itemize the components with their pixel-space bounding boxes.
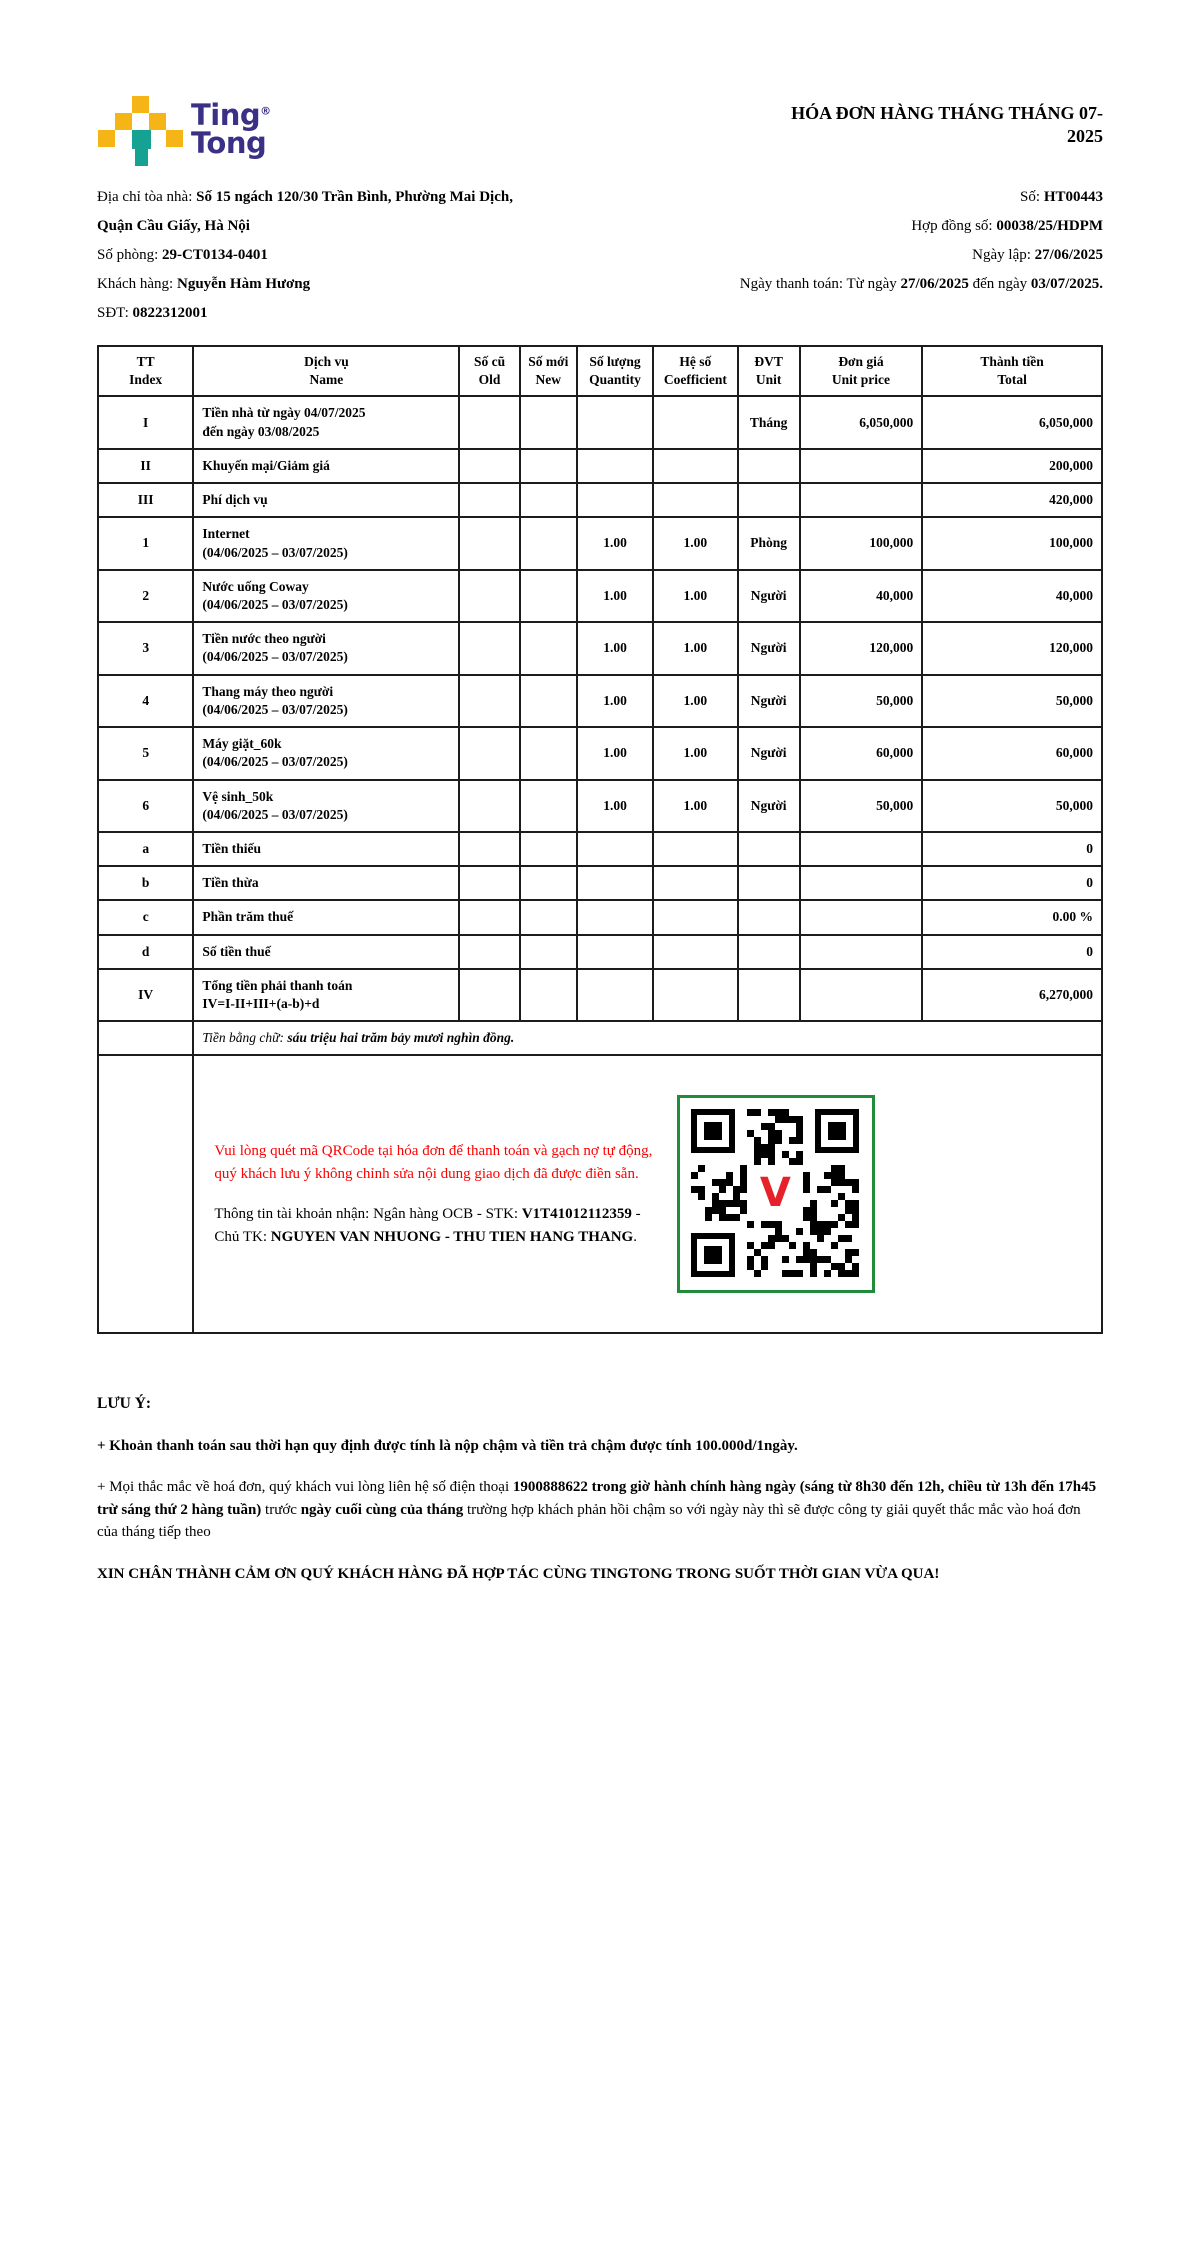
cell-new [520, 935, 577, 969]
cell-total: 60,000 [922, 727, 1102, 779]
cell-new [520, 396, 577, 448]
cell-name: Máy giặt_60k (04/06/2025 – 03/07/2025) [193, 727, 459, 779]
cell-unit: Phòng [738, 517, 800, 569]
cell-new [520, 570, 577, 622]
table-row [98, 396, 1102, 448]
cell-price: 100,000 [800, 517, 922, 569]
table-body [98, 396, 1102, 1021]
cell-price: 50,000 [800, 780, 922, 832]
cell-total: 6,270,000 [922, 969, 1102, 1021]
invoice-header [97, 96, 1103, 168]
cell-old [459, 866, 519, 900]
column-header: Số cũ Old [459, 346, 519, 396]
table-row [98, 727, 1102, 779]
cell-qty [577, 832, 653, 866]
cell-total: 6,050,000 [922, 396, 1102, 448]
column-header: Số lượng Quantity [577, 346, 653, 396]
table-row [98, 622, 1102, 674]
invoice-table [97, 345, 1103, 1334]
cell-empty [98, 1055, 193, 1333]
cell-price: 40,000 [800, 570, 922, 622]
cell-old [459, 969, 519, 1021]
cell-qty: 1.00 [577, 727, 653, 779]
cell-name: Tiền nước theo người (04/06/2025 – 03/07/2025) [193, 622, 459, 674]
note-hotline: + Mọi thắc mắc về hoá đơn, quý khách vui lòng liên hệ số điện thoại 1900888622 trong giờ hành chính hàng ngày (sáng từ 8h30 đến 12h, chiều từ 13h đến 17h45 trừ sáng thứ 2 hàng tuần) trước ngày cuối cùng của tháng trường hợp khách phản hồi chậm so với ngày này thì sẽ được công ty giải quyết thắc mắc vào hoá đơn của tháng tiếp theo [97, 1479, 1097, 1541]
cell-old [459, 449, 519, 483]
column-header: TT Index [98, 346, 193, 396]
qr-finder-icon [815, 1109, 859, 1153]
cell-empty [98, 1021, 193, 1055]
cell-coef: 1.00 [653, 570, 737, 622]
qr-notice: Vui lòng quét mã QRCode tại hóa đơn để thanh toán và gạch nợ tự động, quý khách lưu ý không chỉnh sửa nội dung giao dịch đã được điền sẵn. [214, 1143, 653, 1182]
cell-coef: 1.00 [653, 675, 737, 727]
qr-code [677, 1095, 875, 1293]
cell-unit: Người [738, 727, 800, 779]
invoice-title: HÓA ĐƠN HÀNG THÁNG THÁNG 07-2025 [791, 103, 1103, 147]
cell-total: 120,000 [922, 622, 1102, 674]
cell-name: Nước uống Coway (04/06/2025 – 03/07/2025) [193, 570, 459, 622]
cell-tt: d [98, 935, 193, 969]
cell-name: Phần trăm thuế [193, 900, 459, 934]
cell-qty: 1.00 [577, 780, 653, 832]
cell-name: Internet (04/06/2025 – 03/07/2025) [193, 517, 459, 569]
cell-coef [653, 935, 737, 969]
cell-tt: 3 [98, 622, 193, 674]
cell-name: Thang máy theo người (04/06/2025 – 03/07/2025) [193, 675, 459, 727]
cell-unit [738, 900, 800, 934]
cell-coef: 1.00 [653, 780, 737, 832]
room-number: Số phòng: 29-CT0134-0401 [97, 247, 268, 263]
building-info [97, 188, 677, 333]
table-row [98, 483, 1102, 517]
cell-new [520, 866, 577, 900]
cell-total: 420,000 [922, 483, 1102, 517]
cell-qty: 1.00 [577, 622, 653, 674]
tingtong-logo-text: Ting® Tong [191, 98, 271, 160]
cell-qty [577, 396, 653, 448]
cell-old [459, 675, 519, 727]
cell-price [800, 483, 922, 517]
cell-unit [738, 832, 800, 866]
cell-tt: IV [98, 969, 193, 1021]
cell-unit: Người [738, 570, 800, 622]
cell-new [520, 832, 577, 866]
cell-qty: 1.00 [577, 675, 653, 727]
qr-row [98, 1055, 1102, 1333]
column-header: Hệ số Coefficient [653, 346, 737, 396]
cell-price: 50,000 [800, 675, 922, 727]
cell-coef: 1.00 [653, 622, 737, 674]
cell-unit [738, 483, 800, 517]
cell-old [459, 517, 519, 569]
cell-name: Khuyến mại/Giảm giá [193, 449, 459, 483]
cell-new [520, 727, 577, 779]
building-address-line2: Quận Cầu Giấy, Hà Nội [97, 218, 250, 234]
cell-price: 6,050,000 [800, 396, 922, 448]
cell-qty [577, 900, 653, 934]
column-header: ĐVT Unit [738, 346, 800, 396]
cell-tt: III [98, 483, 193, 517]
table-row [98, 517, 1102, 569]
cell-coef: 1.00 [653, 727, 737, 779]
cell-old [459, 483, 519, 517]
tingtong-logo-icon [97, 96, 185, 168]
cell-price [800, 449, 922, 483]
cell-coef [653, 483, 737, 517]
cell-total: 40,000 [922, 570, 1102, 622]
cell-unit: Người [738, 675, 800, 727]
column-header: Dịch vụ Name [193, 346, 459, 396]
cell-new [520, 517, 577, 569]
cell-price [800, 832, 922, 866]
cell-total: 0 [922, 832, 1102, 866]
cell-coef [653, 866, 737, 900]
column-header: Thành tiền Total [922, 346, 1102, 396]
cell-name: Phí dịch vụ [193, 483, 459, 517]
cell-qty [577, 449, 653, 483]
qr-section [193, 1055, 1102, 1333]
cell-total: 0.00 % [922, 900, 1102, 934]
cell-qty [577, 483, 653, 517]
cell-coef [653, 969, 737, 1021]
cell-tt: a [98, 832, 193, 866]
cell-price [800, 900, 922, 934]
cell-old [459, 570, 519, 622]
issue-date: Ngày lập: 27/06/2025 [972, 247, 1103, 263]
cell-total: 0 [922, 866, 1102, 900]
cell-coef [653, 832, 737, 866]
cell-name: Tiền thừa [193, 866, 459, 900]
cell-tt: I [98, 396, 193, 448]
cell-tt: 5 [98, 727, 193, 779]
cell-name: Tổng tiền phải thanh toán IV=I-II+III+(a-b)+d [193, 969, 459, 1021]
payment-period: Ngày thanh toán: Từ ngày 27/06/2025 đến ngày 03/07/2025. [739, 276, 1103, 292]
qr-finder-icon [691, 1109, 735, 1153]
cell-qty: 1.00 [577, 517, 653, 569]
cell-price [800, 866, 922, 900]
vietqr-v-icon: V [751, 1169, 799, 1217]
cell-tt: b [98, 866, 193, 900]
cell-unit: Tháng [738, 396, 800, 448]
table-row [98, 675, 1102, 727]
cell-tt: 6 [98, 780, 193, 832]
cell-name: Số tiền thuế [193, 935, 459, 969]
table-row [98, 449, 1102, 483]
amount-in-words: Tiền bằng chữ: sáu triệu hai trăm bảy mươi nghìn đồng. [193, 1021, 1102, 1055]
cell-unit: Người [738, 780, 800, 832]
building-address-line1: Địa chỉ tòa nhà: Số 15 ngách 120/30 Trần Bình, Phường Mai Dịch, [97, 189, 513, 205]
table-footer-rows [98, 1021, 1102, 1333]
cell-price [800, 969, 922, 1021]
table-row [98, 969, 1102, 1021]
tingtong-logo [97, 96, 271, 168]
cell-qty [577, 935, 653, 969]
table-row [98, 900, 1102, 934]
cell-new [520, 622, 577, 674]
cell-name: Tiền nhà từ ngày 04/07/2025 đến ngày 03/08/2025 [193, 396, 459, 448]
table-row [98, 832, 1102, 866]
footer-notes [97, 1392, 1103, 1585]
cell-price: 120,000 [800, 622, 922, 674]
notes-title: LƯU Ý: [97, 1395, 152, 1413]
cell-total: 200,000 [922, 449, 1102, 483]
cell-tt: II [98, 449, 193, 483]
cell-total: 100,000 [922, 517, 1102, 569]
cell-coef [653, 900, 737, 934]
cell-unit [738, 969, 800, 1021]
qr-instructions [194, 1140, 659, 1248]
cell-qty [577, 866, 653, 900]
cell-old [459, 900, 519, 934]
column-header: Đơn giá Unit price [800, 346, 922, 396]
cell-unit [738, 866, 800, 900]
invoice-ref-info [677, 188, 1103, 333]
cell-total: 0 [922, 935, 1102, 969]
amount-in-words-row [98, 1021, 1102, 1055]
cell-total: 50,000 [922, 780, 1102, 832]
invoice-meta [97, 188, 1103, 333]
cell-new [520, 449, 577, 483]
cell-price: 60,000 [800, 727, 922, 779]
note-late-payment: + Khoản thanh toán sau thời hạn quy định được tính là nộp chậm và tiền trả chậm được tính 100.000d/1ngày. [97, 1437, 798, 1454]
thank-you-message: XIN CHÂN THÀNH CẢM ƠN QUÝ KHÁCH HÀNG ĐÃ HỢP TÁC CÙNG TINGTONG TRONG SUỐT THỜI GIAN VỪA QUA! [97, 1565, 940, 1582]
cell-old [459, 780, 519, 832]
table-row [98, 935, 1102, 969]
table-row [98, 866, 1102, 900]
qr-pattern [691, 1109, 859, 1277]
customer-phone: SĐT: 0822312001 [97, 305, 208, 321]
cell-new [520, 675, 577, 727]
table-row [98, 780, 1102, 832]
cell-old [459, 832, 519, 866]
cell-total: 50,000 [922, 675, 1102, 727]
cell-new [520, 900, 577, 934]
cell-unit [738, 935, 800, 969]
cell-tt: 2 [98, 570, 193, 622]
customer-name: Khách hàng: Nguyễn Hàm Hương [97, 276, 311, 292]
cell-tt: 1 [98, 517, 193, 569]
cell-name: Vệ sinh_50k (04/06/2025 – 03/07/2025) [193, 780, 459, 832]
cell-new [520, 969, 577, 1021]
cell-qty: 1.00 [577, 570, 653, 622]
contract-number: Hợp đồng số: 00038/25/HDPM [911, 218, 1103, 234]
table-header [98, 346, 1102, 396]
cell-new [520, 483, 577, 517]
cell-coef [653, 396, 737, 448]
cell-coef: 1.00 [653, 517, 737, 569]
cell-unit [738, 449, 800, 483]
cell-old [459, 622, 519, 674]
cell-price [800, 935, 922, 969]
cell-qty [577, 969, 653, 1021]
cell-coef [653, 449, 737, 483]
qr-finder-icon [691, 1233, 735, 1277]
cell-unit: Người [738, 622, 800, 674]
cell-old [459, 727, 519, 779]
invoice-number: Số: HT00443 [1020, 189, 1103, 205]
column-header: Số mới New [520, 346, 577, 396]
cell-new [520, 780, 577, 832]
cell-tt: c [98, 900, 193, 934]
cell-tt: 4 [98, 675, 193, 727]
cell-name: Tiền thiếu [193, 832, 459, 866]
table-row [98, 570, 1102, 622]
bank-account-info: Thông tin tài khoản nhận: Ngân hàng OCB - STK: V1T41012112359 - Chủ TK: NGUYEN VAN NHUONG - THU TIEN HANG THANG. [214, 1206, 641, 1245]
cell-old [459, 396, 519, 448]
cell-old [459, 935, 519, 969]
